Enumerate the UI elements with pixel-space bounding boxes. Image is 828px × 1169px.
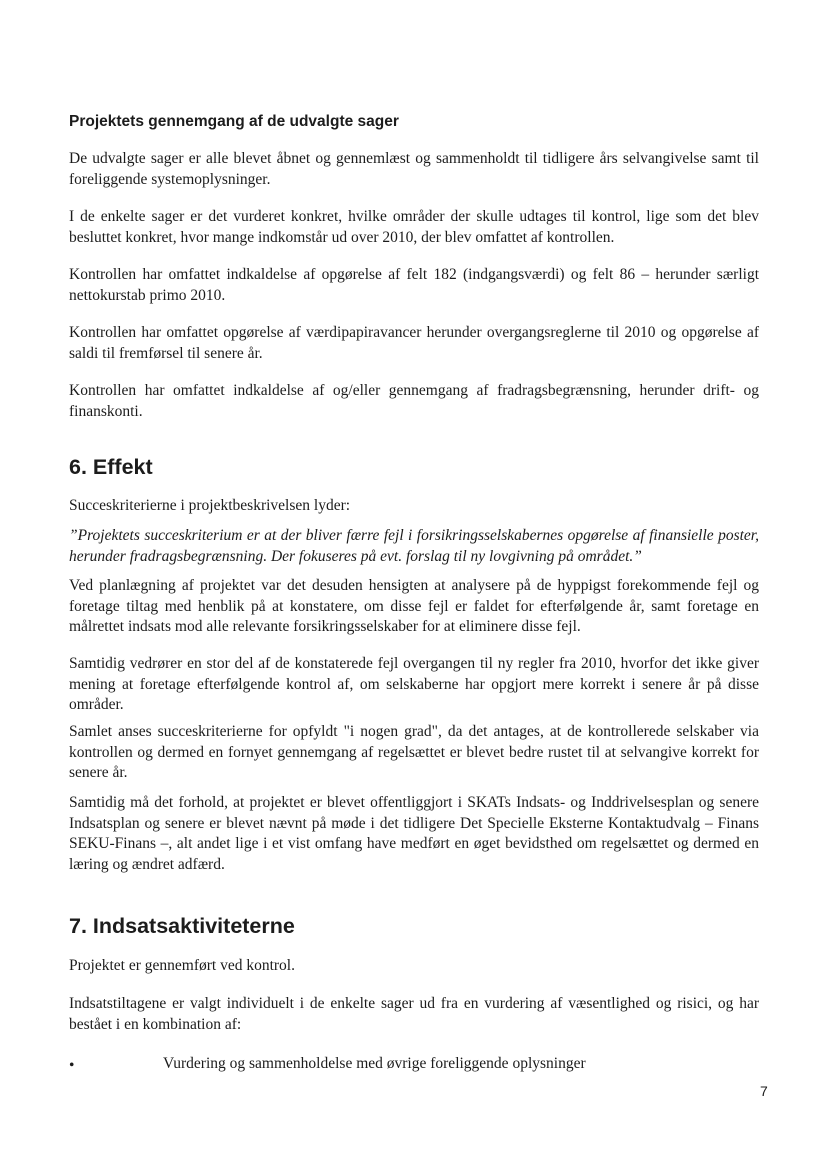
paragraph-indsats-2: Indsatstiltagene er valgt individuelt i de enkelte sager ud fra en vurdering af væsentlighed og risici, og har bestået i en kombination af:	[69, 995, 759, 1033]
paragraph-review-5: Kontrollen har omfattet indkaldelse af og/eller gennemgang af fradragsbegrænsning, herunder drift- og finanskonti.	[69, 382, 759, 420]
paragraph-effekt-4: Samtidig må det forhold, at projektet er blevet offentliggjort i SKATs Indsats- og Inddrivelsesplan og senere Indsatsplan og senere er blevet nævnt på møde i det tidligere Det Specielle Eksterne Kontaktudvalg – Finans SEKU-Finans –, alt andet lige i et vist omfang have medført en øget bevidsthed om regelsættet og dermed en læring og ændret adfærd.	[69, 794, 759, 873]
paragraph-review-3: Kontrollen har omfattet indkaldelse af opgørelse af felt 182 (indgangsværdi) og felt 86 – herunder særligt nettokurstab primo 2010.	[69, 266, 759, 304]
section-heading-indsats: 7. Indsatsaktiviteterne	[69, 914, 295, 938]
page-number: 7	[760, 1083, 768, 1099]
paragraph-indsats-1: Projektet er gennemført ved kontrol.	[69, 957, 295, 974]
paragraph-review-1: De udvalgte sager er alle blevet åbnet og gennemlæst og sammenholdt til tidligere års selvangivelse samt til foreliggende systemoplysninger.	[69, 150, 759, 188]
paragraph-review-2: I de enkelte sager er det vurderet konkret, hvilke områder der skulle udtages til kontrol, lige som det blev besluttet konkret, hvor mange indkomstår ud over 2010, der blev omfattet af kontrollen.	[69, 208, 759, 246]
paragraph-effekt-intro: Succeskriterierne i projektbeskrivelsen lyder:	[69, 497, 351, 514]
paragraph-effekt-3: Samlet anses succeskriterierne for opfyldt "i nogen grad", da det antages, at de kontrollerede selskaber via kontrollen og dermed en fornyet gennemgang af regelsættet er blevet bedre rustet til at selvangive korrekt for senere år.	[69, 723, 759, 781]
section-heading-effekt: 6. Effekt	[69, 455, 153, 479]
paragraph-effekt-1: Ved planlægning af projektet var det desuden hensigten at analysere på de hyppigst forekommende fejl og foretage tiltag med henblik på at konstatere, om disse fejl er faldet for efterfølgende år, samt foretage en målrettet indsats mod alle relevante forsikringsselskaber for at eliminere disse fejl.	[69, 577, 759, 635]
paragraph-review-4: Kontrollen har omfattet opgørelse af værdipapiravancer herunder overgangsreglerne til 2010 og opgørelse af saldi til fremførsel til senere år.	[69, 324, 759, 362]
paragraph-effekt-2: Samtidig vedrører en stor del af de konstaterede fejl overgangen til ny regler fra 2010, hvorfor det ikke giver mening at foretage efterfølgende kontrol af, om selskaberne har opgjort mere korrekt i senere år på disse områder.	[69, 655, 759, 713]
bullet-item-text: Vurdering og sammenholdelse med øvrige foreliggende oplysninger	[163, 1055, 586, 1072]
bullet-point-icon: •	[69, 1057, 75, 1074]
success-criteria-quote: ”Projektets succeskriterium er at der bliver færre fejl i forsikringsselskabernes opgørelse af finansielle poster, herunder fradragsbegrænsning. Der fokuseres på evt. forslag til ny lovgivning på området.”	[69, 527, 759, 565]
section-heading-review: Projektets gennemgang af de udvalgte sager	[69, 113, 399, 130]
